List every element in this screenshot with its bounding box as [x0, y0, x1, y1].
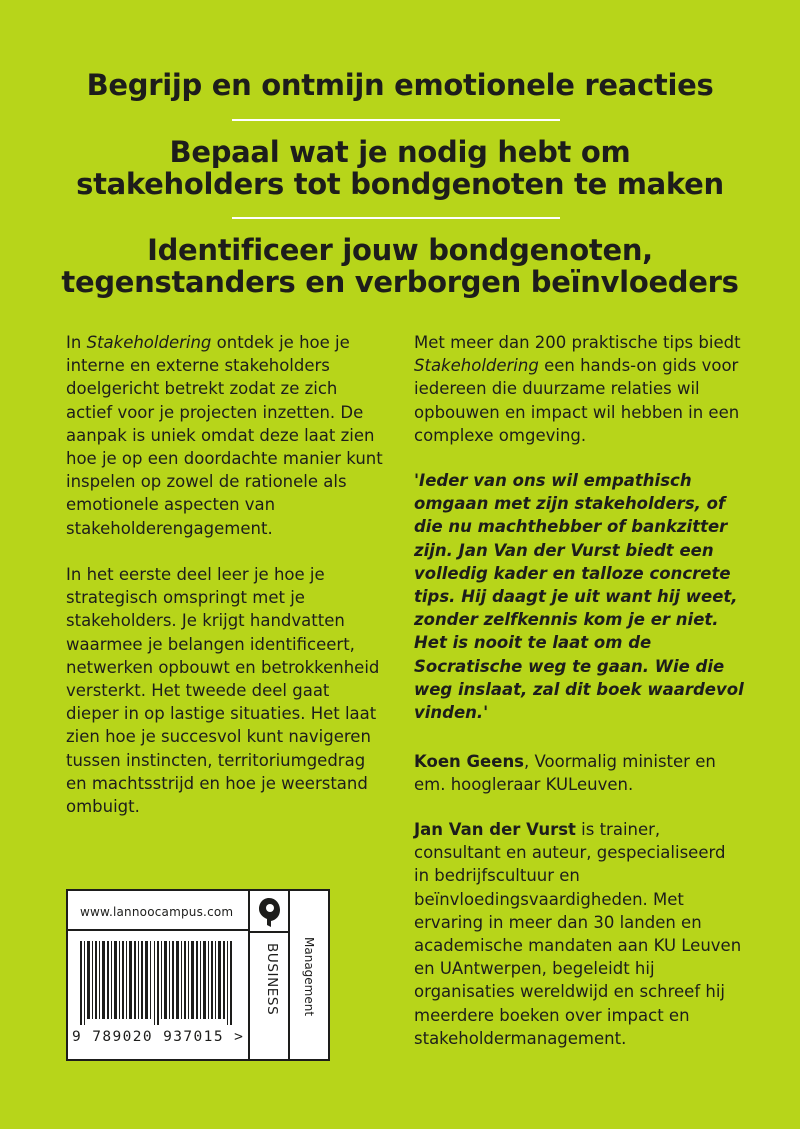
- publisher-logo-icon: [250, 891, 288, 933]
- headline-3: Identificeer jouw bondgenoten, tegenstanders en verborgen beïnvloeders: [61, 233, 739, 299]
- subcategory-box: [288, 889, 330, 1061]
- headline-1: Begrijp en ontmijn emotionele reacties: [86, 68, 714, 102]
- subcategory-label: Management: [302, 937, 316, 1017]
- headline-divider: [232, 119, 560, 121]
- quote-attribution: Koen Geens, Voormalig minister en em. hoogleraar KULeuven.: [414, 752, 716, 795]
- left-paragraph-1: In Stakeholdering ontdek je hoe je interne en externe stakeholders doelgericht betrekt zodat ze zich actief voor je projecten inzetten. De aanpak is uniek omdat deze laat zien hoe je op een doordachte manier kunt inspelen op zowel de rationele als emotionele aspecten van stakeholderengagement.: [66, 333, 383, 538]
- publisher-url: www.lannoocampus.com: [80, 905, 234, 919]
- divider-line: [68, 929, 248, 931]
- endorsement-quote: 'Ieder van ons wil empathisch omgaan met zijn stakeholders, of die nu machthebber of bankzitter zijn. Jan Van der Vurst biedt een volledig kader en talloze concrete tips. Hij daagt je uit want hij weet, zonder zelfkennis kom je er niet. Het is nooit te laat om de Socratische weg te gaan. Wie die weg inslaat, zal dit boek waardevol vinden.': [414, 471, 744, 723]
- headline-divider: [232, 217, 560, 219]
- divider-line: [250, 931, 288, 933]
- isbn-digits: 9 789020 937015 >: [72, 1029, 245, 1045]
- category-label: BUSINESS: [264, 943, 280, 1016]
- author-bio: Jan Van der Vurst is trainer, consultant en auteur, gespecialiseerd in bedrijfscultuur en beïnvloedingsvaardigheden. Met ervaring in meer dan 30 landen en academische mandaten aan KU Leuven en UAntwerpen, begeleidt hij organisaties wereldwijd en schreef hij meerdere boeken over impact en stakeholdermanagement.: [414, 820, 742, 1048]
- right-paragraph-1: Met meer dan 200 praktische tips biedt Stakeholdering een hands-on gids voor iedereen die duurzame relaties wil opbouwen en impact wil hebben in een complexe omgeving.: [414, 333, 741, 445]
- barcode-image: [80, 941, 240, 1025]
- category-box: [248, 889, 290, 1061]
- left-paragraph-2: In het eerste deel leer je hoe je strategisch omspringt met je stakeholders. Je krijgt handvatten waarmee je belangen identificeert, netwerken opbouwt en betrokkenheid versterkt. Het tweede deel gaat dieper in op lastige situaties. Het laat zien hoe je succesvol kunt navigeren tussen instincten, territoriumgedrag en machtsstrijd en hoe je weerstand ombuigt.: [66, 565, 380, 817]
- barcode-panel: [66, 889, 250, 1061]
- headline-2: Bepaal wat je nodig hebt om stakeholders tot bondgenoten te maken: [76, 135, 724, 201]
